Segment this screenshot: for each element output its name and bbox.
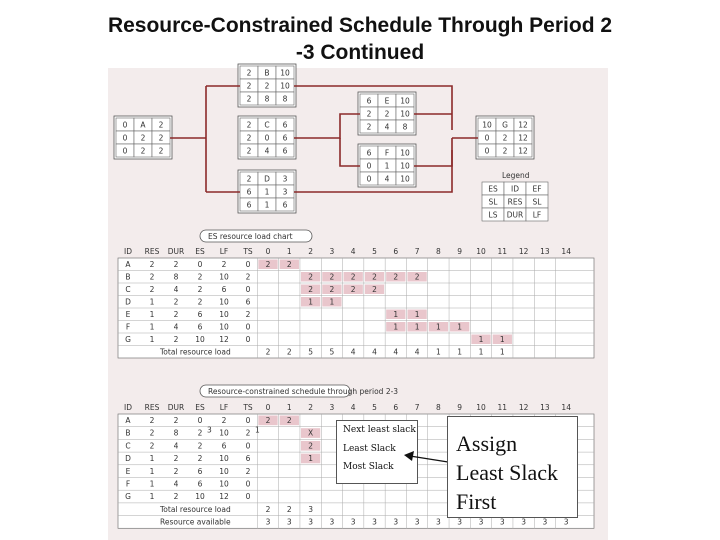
period-tick: 12 (518, 403, 529, 412)
rc-available-value: 3 (436, 517, 441, 527)
assign-line-1: Assign (456, 431, 518, 456)
es-load-value: 1 (499, 335, 505, 344)
es-total-value: 1 (436, 347, 441, 357)
column-header-lf: LF (219, 247, 229, 256)
es-row-c-field: 0 (245, 285, 251, 294)
legend-cell-text: ES (488, 184, 498, 194)
es-load-value: 2 (372, 285, 377, 294)
es-row-g-field: 0 (245, 335, 251, 344)
period-tick: 1 (286, 247, 292, 256)
es-row-b-field: 2 (245, 272, 251, 282)
legend-cell-text: SL (532, 197, 542, 207)
rc-row-e-field: 2 (173, 466, 179, 476)
rc-row-d-field: 2 (173, 454, 179, 464)
title-line-1: Resource-Constrained Schedule Through Period 2 (107, 14, 613, 37)
node-cell-text: 0 (122, 146, 128, 156)
es-load-value: 1 (457, 322, 463, 332)
es-row-c-field: C (125, 285, 131, 294)
rc-row-c-field: 2 (149, 441, 155, 451)
node-cell-text: 2 (366, 122, 372, 132)
es-load-value: 1 (414, 322, 420, 332)
rc-row-a-field: A (125, 416, 131, 425)
es-total-label: Total resource load (160, 347, 231, 357)
es-load-value: 1 (393, 310, 399, 319)
rc-available-value: 3 (478, 517, 484, 527)
node-cell-text: C (264, 120, 270, 130)
es-row-b-field: 10 (219, 272, 229, 282)
node-cell-text: 2 (366, 109, 372, 119)
period-tick: 13 (540, 403, 550, 412)
rc-available-value: 3 (542, 517, 548, 527)
node-cell-text: 2 (246, 68, 252, 78)
node-cell-text: 2 (502, 146, 508, 156)
rc-row-b-field: 8 (173, 428, 179, 438)
es-row-g-field: G (125, 335, 131, 344)
period-tick: 12 (518, 247, 529, 256)
node-cell-text: 2 (384, 109, 390, 119)
rc-row-c-field: 4 (173, 441, 179, 451)
rc-row-c-field: 6 (221, 441, 227, 451)
node-cell-text: 1 (384, 161, 390, 171)
es-load-value: 2 (286, 260, 292, 269)
node-cell-text: 10 (400, 174, 410, 184)
period-tick: 5 (372, 247, 377, 256)
es-load-value: 2 (372, 272, 377, 282)
node-cell-text: 2 (140, 146, 146, 156)
rc-row-f-field: 10 (219, 479, 229, 489)
es-row-c-field: 6 (221, 285, 227, 294)
node-cell-text: 2 (158, 146, 164, 156)
es-row-e-field: 2 (173, 310, 179, 319)
rc-load-value: X (308, 428, 314, 438)
es-load-value: 2 (265, 260, 271, 269)
node-cell-text: 4 (264, 146, 270, 156)
period-tick: 14 (561, 247, 571, 256)
es-row-f-field: 10 (219, 322, 229, 332)
rc-row-f-field: 0 (245, 479, 251, 489)
es-row-c-field: 4 (173, 285, 179, 294)
node-cell-text: 6 (366, 148, 372, 158)
node-cell-text: 2 (264, 81, 270, 91)
rc-row-c-field: 2 (197, 441, 203, 451)
es-total-value: 4 (414, 347, 420, 357)
rc-row-g-field: 10 (195, 492, 205, 502)
es-load-value: 1 (478, 335, 484, 344)
es-total-value: 5 (308, 347, 313, 357)
node-cell-text: 8 (282, 94, 288, 104)
es-row-a-field: 2 (149, 260, 155, 269)
legend-cell-text: DUR (506, 210, 524, 220)
es-total-value: 5 (329, 347, 335, 357)
es-total-value: 2 (265, 347, 271, 357)
node-cell-text: 10 (400, 96, 410, 106)
es-row-g-field: 12 (219, 335, 229, 344)
rc-row-d-field: 1 (149, 454, 155, 464)
rc-row-e-field: 10 (219, 466, 229, 476)
node-cell-text: 6 (282, 200, 288, 210)
node-cell-text: 6 (366, 96, 372, 106)
node-cell-text: 2 (502, 133, 508, 143)
rc-row-a-field: 2 (149, 416, 155, 425)
node-cell-text: F (384, 148, 390, 158)
rc-row-b-field: 2 (149, 428, 155, 438)
rc-available-value: 3 (563, 517, 569, 527)
rc-row-e-field: E (125, 466, 131, 476)
node-cell-text: 0 (366, 174, 372, 184)
rc-revised-ts: 1 (255, 425, 260, 435)
es-row-b-field: 2 (149, 272, 155, 282)
es-load-value: 2 (393, 272, 399, 282)
period-tick: 3 (329, 247, 335, 256)
node-cell-text: 2 (246, 120, 252, 130)
es-row-a-field: 2 (173, 260, 179, 269)
es-load-value: 2 (350, 285, 356, 294)
es-load-value: 2 (308, 285, 313, 294)
rc-available-value: 3 (350, 517, 356, 527)
es-row-d-field: D (125, 297, 131, 307)
es-row-e-field: 2 (245, 310, 251, 319)
es-load-value: 2 (329, 285, 335, 294)
rc-total-value: 2 (286, 504, 292, 514)
period-tick: 10 (476, 247, 486, 256)
rc-total-value: 2 (265, 504, 271, 514)
rc-row-a-field: 2 (173, 416, 179, 425)
rc-available-value: 3 (457, 517, 463, 527)
node-cell-text: 0 (484, 146, 490, 156)
es-row-b-field: B (125, 272, 131, 282)
es-row-a-field: 0 (245, 260, 251, 269)
node-cell-text: 12 (518, 146, 528, 156)
column-header-res: RES (144, 247, 160, 256)
es-row-d-field: 6 (245, 297, 251, 307)
es-row-g-field: 2 (173, 335, 179, 344)
rc-row-a-field: 0 (245, 416, 251, 425)
es-row-d-field: 2 (173, 297, 179, 307)
legend-cell-text: RES (507, 197, 523, 207)
node-cell-text: 2 (246, 94, 252, 104)
es-row-b-field: 8 (173, 272, 179, 282)
es-load-value: 1 (329, 297, 335, 307)
period-tick: 11 (497, 247, 508, 256)
column-header-dur: DUR (167, 403, 185, 412)
period-tick: 0 (265, 403, 271, 412)
rc-row-g-field: 12 (219, 492, 229, 502)
node-cell-text: 4 (384, 174, 390, 184)
es-total-value: 1 (478, 347, 484, 357)
node-f (358, 144, 416, 187)
period-tick: 11 (497, 403, 508, 412)
es-row-g-field: 10 (195, 335, 205, 344)
es-row-e-field: 10 (219, 310, 229, 319)
node-cell-text: 2 (158, 133, 164, 143)
node-cell-text: A (140, 120, 146, 130)
node-cell-text: 8 (264, 94, 270, 104)
node-cell-text: 2 (246, 81, 252, 91)
period-tick: 8 (436, 247, 441, 256)
most-slack-note: Most Slack (343, 462, 394, 472)
node-cell-text: 2 (246, 146, 252, 156)
period-tick: 6 (393, 247, 399, 256)
legend-cell-text: ID (511, 184, 519, 194)
rc-row-d-field: 2 (197, 454, 203, 464)
period-tick: 2 (308, 247, 313, 256)
period-tick: 10 (476, 403, 486, 412)
rc-row-f-field: 1 (149, 479, 155, 489)
period-tick: 4 (350, 403, 356, 412)
rc-load-value: 2 (286, 416, 292, 425)
node-cell-text: 0 (122, 120, 128, 130)
node-cell-text: 3 (282, 174, 288, 184)
node-d (238, 170, 296, 213)
rc-available-value: 3 (414, 517, 420, 527)
legend-cell-text: LF (532, 210, 542, 220)
period-tick: 1 (286, 403, 292, 412)
es-load-value: 2 (308, 272, 313, 282)
node-cell-text: 0 (366, 161, 372, 171)
slack-callout (336, 420, 418, 484)
es-row-a-field: A (125, 260, 131, 269)
next-least-slack-note: Next least slack (343, 425, 416, 435)
es-load-value: 1 (393, 322, 399, 332)
es-row-c-field: 2 (197, 285, 203, 294)
period-tick: 9 (457, 247, 463, 256)
least-slack-note: Least Slack (343, 444, 396, 454)
rc-row-f-field: 4 (173, 479, 179, 489)
period-tick: 5 (372, 403, 377, 412)
es-row-f-field: 1 (149, 322, 155, 332)
es-row-e-field: 6 (197, 310, 203, 319)
node-cell-text: 3 (282, 187, 288, 197)
node-cell-text: 4 (384, 122, 390, 132)
es-row-b-field: 2 (197, 272, 203, 282)
period-tick: 0 (265, 247, 271, 256)
node-cell-text: 10 (280, 81, 290, 91)
node-cell-text: 6 (246, 187, 252, 197)
node-cell-text: 12 (518, 133, 528, 143)
rc-row-a-field: 2 (221, 416, 227, 425)
es-row-g-field: 1 (149, 335, 155, 344)
rc-available-value: 3 (308, 517, 313, 527)
es-row-f-field: 6 (197, 322, 203, 332)
column-header-ts: TS (243, 403, 253, 412)
es-total-value: 1 (457, 347, 463, 357)
title-line-2: -3 Continued (295, 41, 425, 64)
node-cell-text: 1 (264, 187, 270, 197)
rc-revised-es: 3 (207, 425, 212, 435)
legend-title: Legend (502, 171, 530, 180)
rc-available-label: Resource available (160, 517, 231, 527)
column-header-es: ES (195, 247, 205, 256)
node-cell-text: 0 (264, 133, 270, 143)
assign-line-2: Least Slack (456, 460, 559, 485)
rc-row-g-field: 1 (149, 492, 155, 502)
es-row-d-field: 1 (149, 297, 155, 307)
rc-available-value: 3 (286, 517, 292, 527)
node-cell-text: 10 (400, 148, 410, 158)
node-cell-text: 10 (400, 161, 410, 171)
period-tick: 6 (393, 403, 399, 412)
es-row-f-field: F (125, 322, 131, 332)
es-total-value: 2 (286, 347, 292, 357)
es-row-c-field: 2 (149, 285, 155, 294)
node-e (358, 92, 416, 135)
rc-available-value: 3 (329, 517, 335, 527)
column-header-id: ID (124, 403, 132, 412)
es-load-value: 1 (436, 322, 441, 332)
node-cell-text: 6 (282, 146, 288, 156)
assign-line-3: First (456, 489, 497, 514)
legend-cell-text: EF (532, 184, 542, 194)
rc-row-d-field: D (125, 454, 131, 464)
period-tick: 8 (436, 403, 441, 412)
legend-cell-text: SL (488, 197, 498, 207)
rc-row-b-field: 2 (197, 428, 203, 438)
es-row-d-field: 10 (219, 297, 229, 307)
es-row-f-field: 4 (173, 322, 179, 332)
node-b (238, 64, 296, 107)
es-load-value: 1 (414, 310, 420, 319)
legend-cell-text: LS (488, 210, 498, 220)
node-g (476, 116, 534, 159)
es-load-value: 2 (329, 272, 335, 282)
node-cell-text: 2 (246, 174, 252, 184)
period-tick: 7 (414, 403, 420, 412)
es-row-e-field: 1 (149, 310, 155, 319)
rc-row-g-field: 2 (173, 492, 179, 502)
rc-available-value: 3 (521, 517, 526, 527)
rc-row-f-field: 6 (197, 479, 203, 489)
rc-load-value: 1 (308, 454, 313, 464)
rc-row-g-field: 0 (245, 492, 251, 502)
assign-text (456, 429, 558, 516)
node-cell-text: 12 (518, 120, 528, 130)
node-cell-text: B (264, 68, 270, 78)
es-total-value: 4 (350, 347, 356, 357)
es-row-a-field: 2 (221, 260, 227, 269)
column-header-res: RES (144, 403, 160, 412)
node-cell-text: 6 (246, 200, 252, 210)
rc-row-f-field: F (125, 479, 131, 489)
column-header-lf: LF (219, 403, 229, 412)
rc-row-b-field: B (125, 428, 131, 438)
rc-row-e-field: 2 (245, 466, 251, 476)
rc-row-d-field: 6 (245, 454, 251, 464)
rc-total-value: 3 (308, 504, 313, 514)
es-row-a-field: 0 (197, 260, 203, 269)
period-tick: 7 (414, 247, 420, 256)
es-row-d-field: 2 (197, 297, 203, 307)
rc-load-value: 2 (308, 441, 313, 451)
rc-available-value: 3 (372, 517, 377, 527)
column-header-id: ID (124, 247, 132, 256)
period-tick: 13 (540, 247, 550, 256)
rc-available-value: 3 (393, 517, 399, 527)
node-cell-text: 8 (402, 122, 408, 132)
period-tick: 4 (350, 247, 356, 256)
es-total-value: 4 (393, 347, 399, 357)
period-tick: 9 (457, 403, 463, 412)
column-header-ts: TS (243, 247, 253, 256)
es-total-value: 1 (499, 347, 505, 357)
rc-row-g-field: G (125, 492, 131, 502)
node-c (238, 116, 296, 159)
rc-row-b-field: 2 (245, 428, 251, 438)
rc-row-e-field: 1 (149, 466, 155, 476)
node-cell-text: 0 (484, 133, 490, 143)
period-tick: 3 (329, 403, 335, 412)
column-header-dur: DUR (167, 247, 185, 256)
node-cell-text: 6 (282, 120, 288, 130)
period-tick: 14 (561, 403, 571, 412)
node-cell-text: D (264, 174, 270, 184)
rc-row-b-field: 10 (219, 428, 229, 438)
rc-row-d-field: 10 (219, 454, 229, 464)
node-cell-text: E (384, 96, 390, 106)
node-cell-text: 1 (264, 200, 270, 210)
node-cell-text: 10 (400, 109, 410, 119)
node-cell-text: 0 (122, 133, 128, 143)
es-load-value: 2 (414, 272, 420, 282)
es-total-value: 4 (372, 347, 377, 357)
chart-label: Resource-constrained schedule through period 2-3 (208, 387, 399, 396)
node-cell-text: 2 (246, 133, 252, 143)
node-cell-text: 6 (282, 133, 288, 143)
rc-total-label: Total resource load (160, 504, 231, 514)
node-cell-text: 10 (280, 68, 290, 78)
chart-label: ES resource load chart (208, 232, 293, 241)
period-tick: 2 (308, 403, 313, 412)
rc-row-a-field: 0 (197, 416, 203, 425)
rc-row-c-field: C (125, 441, 131, 451)
node-a (114, 116, 172, 159)
es-row-e-field: E (125, 310, 131, 319)
rc-row-e-field: 6 (197, 466, 203, 476)
es-load-value: 1 (308, 297, 313, 307)
node-cell-text: 10 (482, 120, 492, 130)
column-header-es: ES (195, 403, 205, 412)
assign-callout (447, 416, 578, 518)
node-cell-text: G (502, 120, 508, 130)
rc-load-value: 2 (265, 416, 271, 425)
rc-row-c-field: 0 (245, 441, 251, 451)
rc-available-value: 3 (499, 517, 505, 527)
rc-available-value: 3 (265, 517, 271, 527)
es-row-f-field: 0 (245, 322, 251, 332)
node-cell-text: 2 (140, 133, 146, 143)
node-cell-text: 2 (158, 120, 164, 130)
es-load-value: 2 (350, 272, 356, 282)
